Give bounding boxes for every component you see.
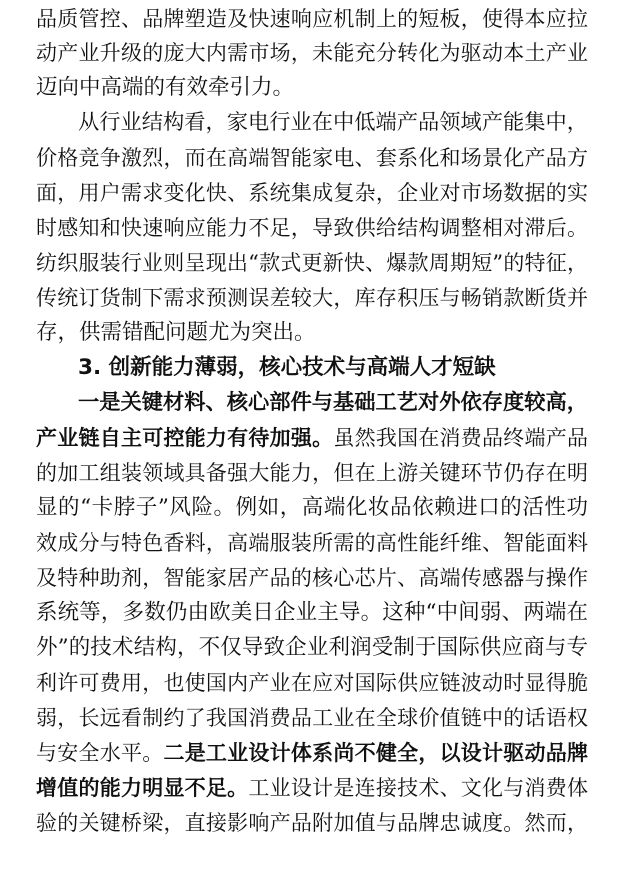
text-run: 验的关键桥梁，直接影响产品附加值与品牌忠诚度。然而，: [36, 811, 588, 835]
text-run: 弱，长远看制约了我国消费品工业在全球价值链中的话语权: [36, 706, 588, 730]
heading-text: 3. 创新能力薄弱，核心技术与高端人才短缺: [78, 355, 496, 380]
text-line: [36, 246, 588, 280]
bold-run: 产业链自主可控能力有待加强。: [36, 426, 334, 450]
text-run: 利许可费用，也使国内产业在应对国际供应链波动时显得脆: [36, 671, 588, 695]
text-line: [36, 456, 588, 490]
text-run: 存，供需错配问题尤为突出。: [36, 320, 316, 345]
text-line: [36, 596, 588, 630]
paragraph-first-line: [78, 106, 588, 140]
text-line: [36, 176, 588, 210]
bold-run: 一是关键材料、核心部件与基础工艺对外依存度较高，: [78, 390, 589, 415]
text-line: [36, 771, 588, 805]
text-line: [36, 141, 588, 175]
text-line: [36, 491, 588, 525]
text-run: 效成分与特色香料，高端服装所需的高性能纤维、智能面料: [36, 531, 588, 555]
bold-run: 增值的能力明显不足。: [36, 776, 249, 800]
text-run: 虽然我国在消费品终端产品: [333, 426, 588, 450]
text-run: 品质管控、品牌塑造及快速响应机制上的短板，使得本应拉: [36, 7, 588, 31]
text-run: 价格竞争激烈，而在高端智能家电、套系化和场景化产品方: [36, 146, 588, 170]
text-run: 及特种助剂，智能家居产品的核心芯片、高端传感器与操作: [36, 566, 588, 590]
text-line: [36, 526, 588, 560]
bold-run: 二是工业设计体系尚不健全，以设计驱动品牌: [163, 741, 589, 765]
paragraph-first-line: [78, 386, 588, 420]
text-line: [36, 2, 588, 36]
text-line: [36, 421, 588, 455]
text-line: [36, 666, 588, 700]
text-run: 面，用户需求变化快、系统集成复杂，企业对市场数据的实: [36, 181, 588, 205]
text-run: 动产业升级的庞大内需市场，未能充分转化为驱动本土产业: [36, 41, 588, 65]
text-run: 迈向中高端的有效牵引力。: [36, 75, 295, 100]
text-line: [36, 281, 588, 315]
text-line: [36, 561, 588, 595]
text-run: 传统订货制下需求预测误差较大，库存积压与畅销款断货并: [36, 286, 588, 310]
text-run: 的加工组装领域具备强大能力，但在上游关键环节仍存在明: [36, 461, 588, 485]
text-run: 外”的技术结构，不仅导致企业利润受制于国际供应商与专: [36, 635, 588, 660]
text-line: [36, 71, 588, 105]
text-run: 与安全水平。: [36, 741, 164, 765]
text-line: [36, 736, 588, 770]
text-line: [36, 211, 588, 245]
section-heading: [78, 351, 588, 385]
text-line: [36, 701, 588, 735]
text-run: 从行业结构看，家电行业在中低端产品领域产能集中，: [78, 110, 589, 135]
text-line: [36, 631, 588, 665]
text-line: [36, 316, 588, 350]
text-run: 纺织服装行业则呈现出“款式更新快、爆款周期短”的特征，: [36, 251, 588, 275]
text-run: 系统等，多数仍由欧美日企业主导。这种“中间弱、两端在: [36, 600, 588, 625]
text-run: 工业设计是连接技术、文化与消费体: [248, 776, 589, 800]
text-line: [36, 36, 588, 70]
text-run: 显的“卡脖子”风险。例如，高端化妆品依赖进口的活性功: [36, 495, 588, 520]
text-line: [36, 806, 588, 840]
text-run: 时感知和快速响应能力不足，导致供给结构调整相对滞后。: [36, 216, 588, 240]
